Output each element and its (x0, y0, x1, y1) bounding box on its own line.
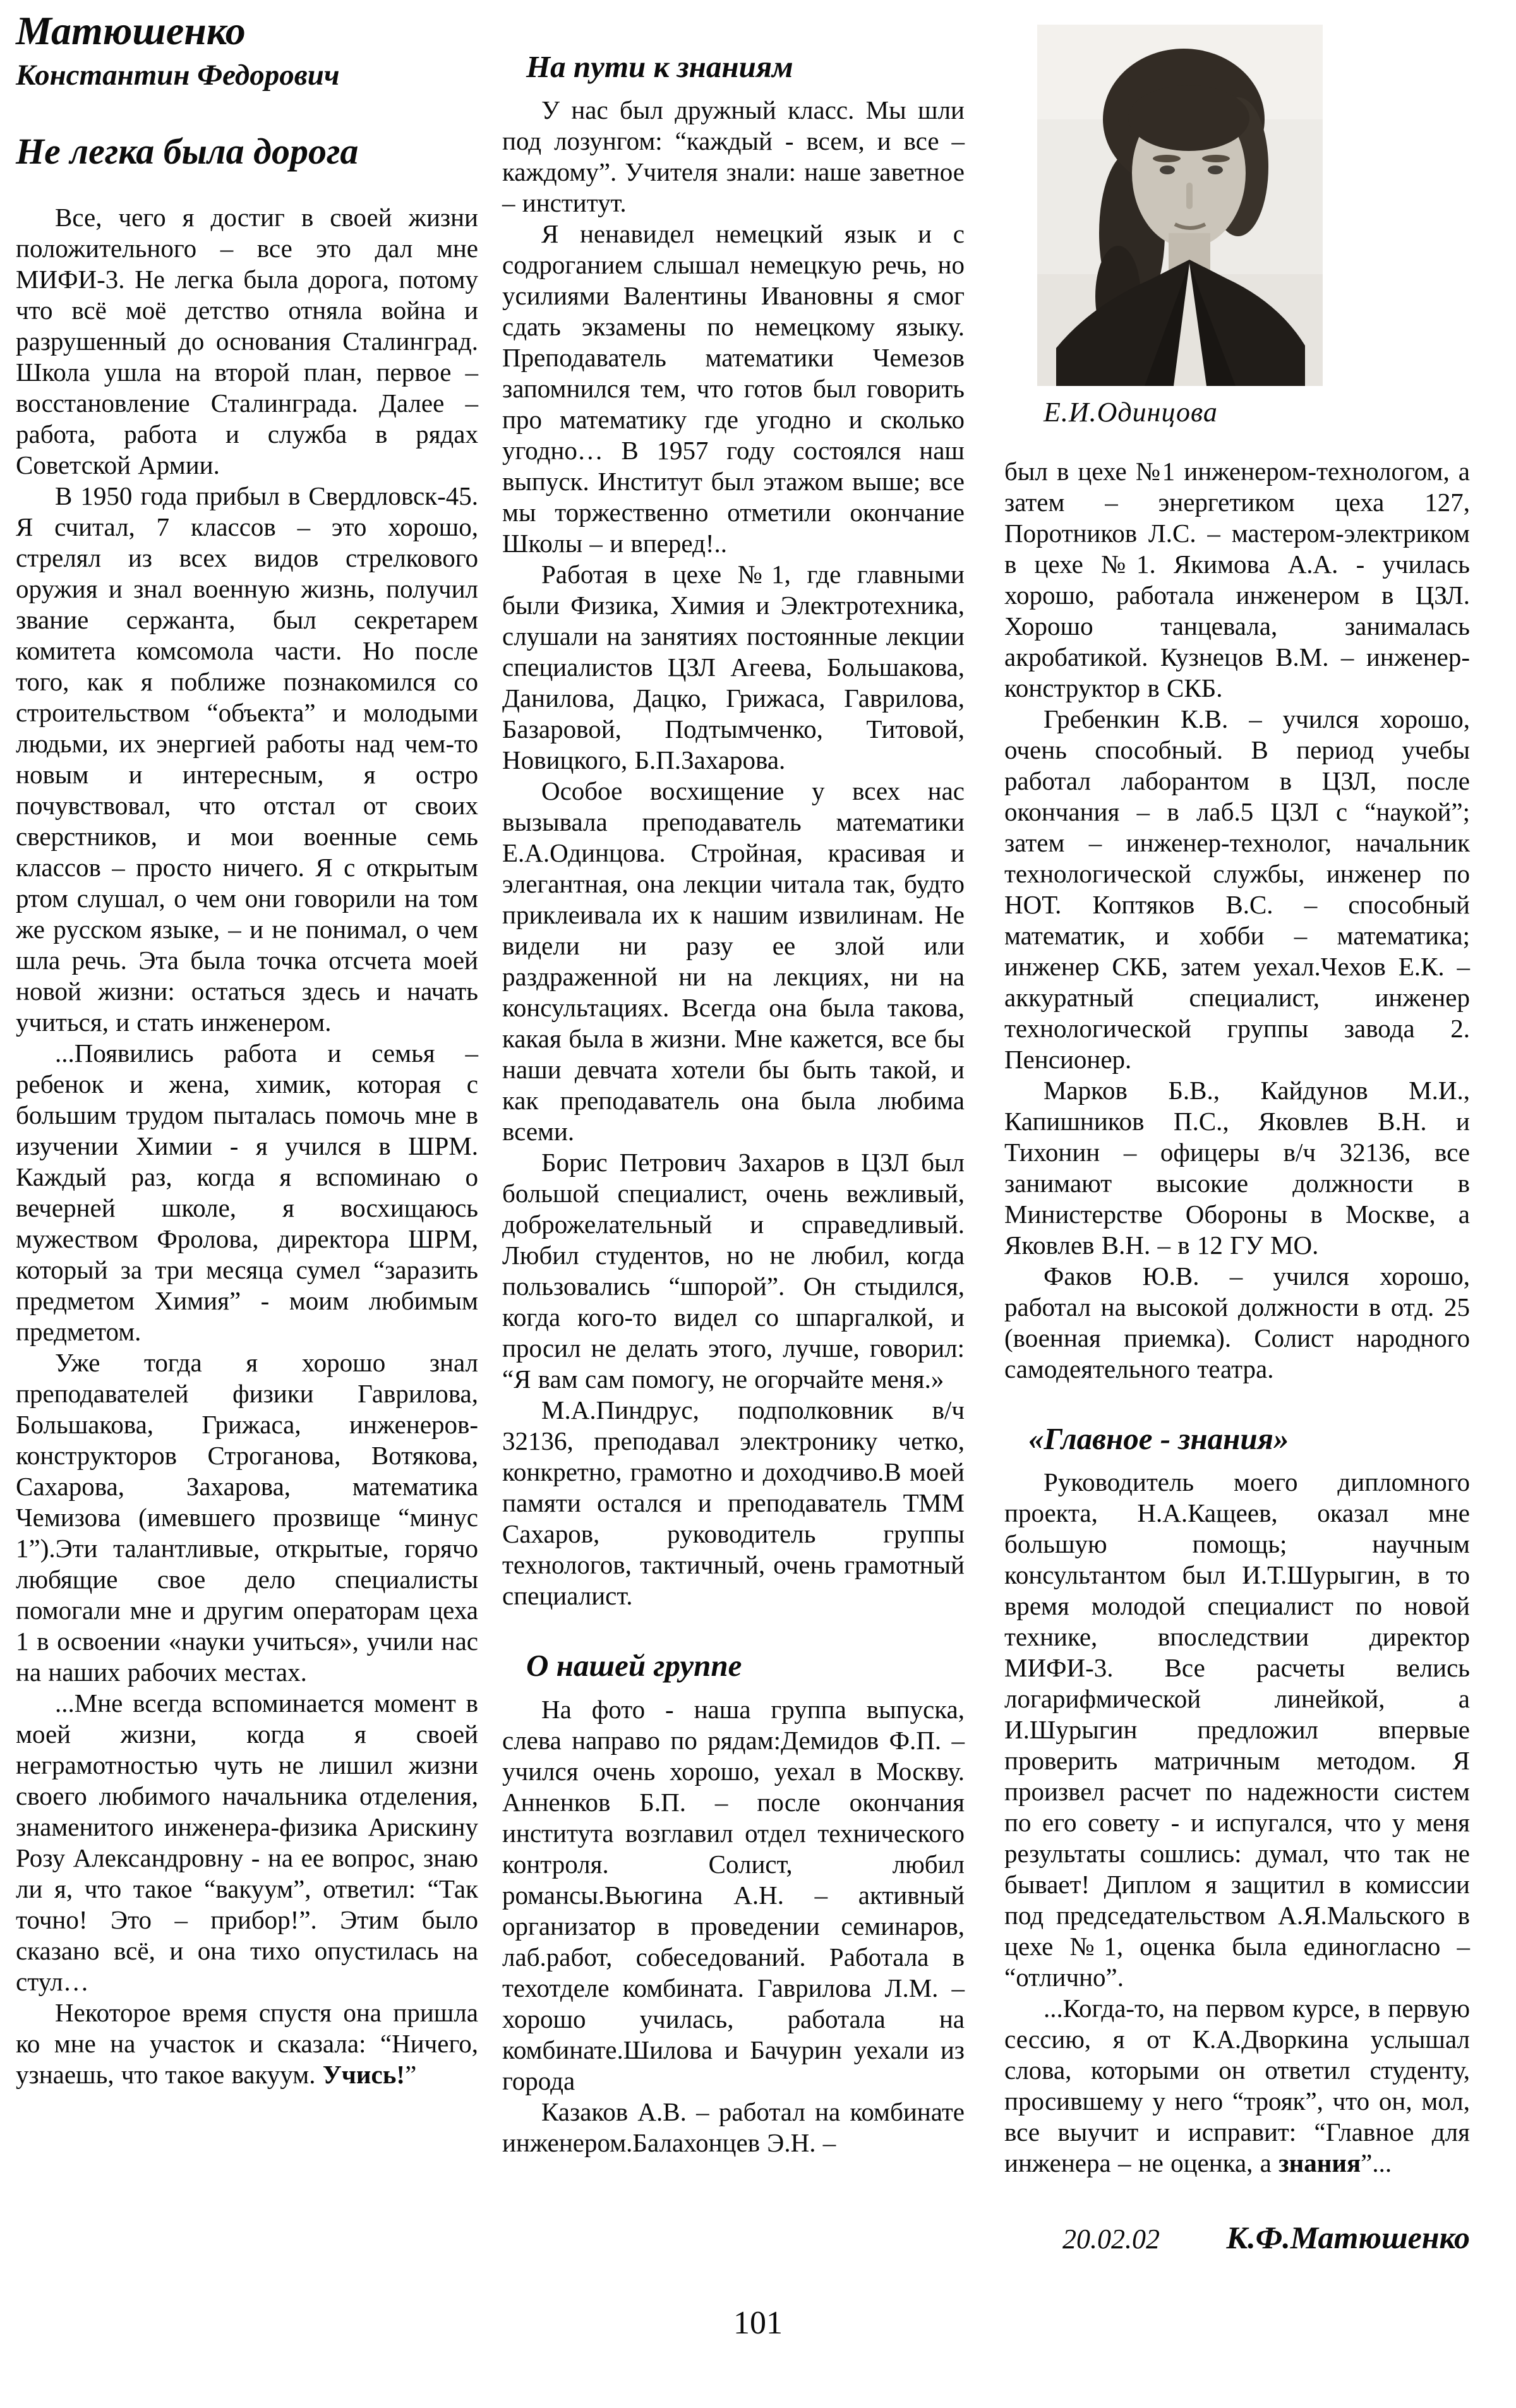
paragraph: Марков Б.В., Кайдунов М.И., Капишников П.С., Яковлев В.Н. и Тихонин – офицеры в/ч 32136, все занимают высокие должности в Министерстве Обороны в Москве, а Яковлев В.Н. – в 12 ГУ МО. (1004, 1076, 1470, 1260)
page-number: 101 (733, 2305, 783, 2341)
paragraph: Работая в цехе №1, где главными были Физика, Химия и Электротехника, слушали на занятиях постоянные лекции специалистов ЦЗЛ Агеева, Большакова, Данилова, Дацко, Грижаса, Гаврилова, Базаровой, Подтымченко, Титовой, Новицкого, Б.П.Захарова. (502, 560, 965, 775)
author-block (16, 9, 478, 92)
column-right (1004, 16, 1470, 2256)
section-heading: О нашей группе (526, 1648, 742, 1683)
article-title: Не легка была дорога (16, 131, 359, 172)
paragraph: Я ненавидел немецкий язык и с содроганием слышал немецкую речь, но усилиями Валентины Ивановны я смог сдать экзамены по немецкому языку. Преподаватель математики Чемезов запомнился тем, что готов был говорить про математику где угодно и сколько угодно… В 1957 году состоялся наш выпуск. Институт был этажом выше; все мы торжественно отметили окончание Школы – и вперед!.. (502, 219, 965, 558)
photo-figure (1037, 25, 1323, 428)
photo-caption: Е.И.Одинцова (1044, 397, 1218, 428)
section-heading: На пути к знаниям (526, 49, 793, 84)
right-column-text (1004, 456, 1470, 2179)
portrait-photo (1037, 25, 1323, 386)
date: 20.02.02 (1062, 2224, 1160, 2255)
author-name-patronymic: Константин Федорович (16, 59, 340, 92)
paragraph: ...Когда-то, на первом курсе, в первую сессию, я от К.А.Дворкина услышал слова, которыми он ответил студенту, просившему у него “трояк”, что он, мол, все выучит и исправит: “Главное для инженера – не оценка, а знания”... (1004, 1994, 1470, 2178)
paragraph: Руководитель моего дипломного проекта, Н.А.Кащеев, оказал мне большую помощь; научным консультантом был И.Т.Шурыгин, в то время молодой специалист по новой технике, впоследствии директор МИФИ-3. Все расчеты велись логарифмической линейкой, а И.Шурыгин предложил впервые проверить матричным методом. Я произвел расчет по надежности систем по его совету - и испугался, что у меня результаты сошлись: думал, что так не бывает! Диплом я защитил в комиссии под председательством А.Я.Мальского в цехе №1, оценка была единогласно – “отлично”. (1004, 1467, 1470, 1992)
paragraph: Казаков А.В. – работал на комбинате инженером.Балахонцев Э.Н. – (502, 2097, 965, 2157)
portrait-photo-image (1037, 25, 1323, 386)
middle-column-text (502, 49, 965, 2158)
paragraph: Борис Петрович Захаров в ЦЗЛ был большой специалист, очень вежливый, доброжелательный и справедливый. Любил студентов, но не любил, когда пользовались “шпорой”. Он стыдился, когда кого-то видел со шпаргалкой, и просил не делать этого, лучше, говорил: “Я вам сам помогу, не огорчайте меня.» (502, 1148, 965, 1394)
paragraph: Все, чего я достиг в своей жизни положительного – все это дал мне МИФИ-3. Не легка была дорога, потому что всё моё детство отняла война и разрушенный до основания Сталинград. Школа ушла на второй план, первое – восстановление Сталинграда. Далее – работа, работа и служба в рядах Советской Армии. (16, 202, 478, 479)
paragraph: был в цехе №1 инженером-технологом, а затем – энергетиком цеха 127, Поротников Л.С. – мастером-электриком в цехе №1. Якимова А.А. - училась хорошо, работала инженером в ЦЗЛ. Хорошо танцевала, занималась акробатикой. Кузнецов В.М. – инженер-конструктор в СКБ. (1004, 457, 1470, 702)
paragraph: ...Появились работа и семья – ребенок и жена, химик, которая с большим трудом пыталась помочь мне в изучении Химии - я учился в ШРМ. Каждый раз, когда я вспоминаю о вечерней школе, я восхищаюсь мужеством Фролова, директора ШРМ, который за три месяца сумел “заразить предметом Химия” - моим любимым предметом. (16, 1038, 478, 1346)
paragraph: В 1950 года прибыл в Свердловск-45. Я считал, 7 классов – это хорошо, стрелял из всех видов стрелкового оружия и знал военную жизнь, получил звание сержанта, был секретарем комитета комсомола части. Но после того, как я поближе познакомился со строительством “объекта” и молодыми людьми, их энергией работы над чем-то новым и интересным, я остро почувствовал, что отстал от своих сверстников, и мои военные семь классов – просто ничего. Я с открытым ртом слушал, о чем они говорили на том же русском языке, – и не понимал, о чем шла речь. Эта была точка отсчета моей новой жизни: остаться здесь и начать учиться, и стать инженером. (16, 481, 478, 1037)
paragraph: ...Мне всегда вспоминается момент в моей жизни, когда я своей неграмотностью чуть не лишил жизни своего любимого начальника отделения, знаменитого инженера-физика Арискину Розу Александровну - на ее вопрос, знаю ли я, что такое “вакуум”, ответил: “Так точно! Это – прибор!”. Этим было сказано всё, и она тихо опустилась на стул… (16, 1688, 478, 1996)
paragraph: Факов Ю.В. – учился хорошо, работал на высокой должности в отд. 25 (военная приемка). Солист народного самодеятельного театра. (1004, 1261, 1470, 1383)
paragraph: Некоторое время спустя она пришла ко мне на участок и сказала: “Ничего, узнаешь, что такое вакуум. Учись!” (16, 1997, 478, 2089)
paragraph: Уже тогда я хорошо знал преподавателей физики Гаврилова, Большакова, Грижаса, инженеров-конструкторов Строганова, Вотякова, Сахарова, Захарова, математика Чемизова (имевшего прозвище “минус 1”).Эти талантливые, открытые, горячо любящие свое дело специалисты помогали мне и другим операторам цеха 1 в освоении «науки учиться», учили нас на наших рабочих местах. (16, 1347, 478, 1687)
signature-row (1004, 2219, 1470, 2256)
column-left (16, 0, 478, 2090)
paragraph: У нас был дружный класс. Мы шли под лозунгом: “каждый - всем, и все – каждому”. Учителя знали: наше заветное – институт. (502, 95, 965, 218)
column-middle (502, 49, 965, 2158)
signature: К.Ф.Матюшенко (1226, 2220, 1470, 2256)
paragraph: На фото - наша группа выпуска, слева направо по рядам:Демидов Ф.П. – учился очень хорошо, уехал в Москву. Анненков Б.П. – после окончания института возглавил отдел технического контроля. Солист, любил романсы.Вьюгина А.Н. – активный организатор в проведении семинаров, лаб.работ, собеседований. Работала в техотделе комбината. Гаврилова Л.М. – хорошо училась, работала на комбинате.Шилова и Бачурин уехали из города (502, 1694, 965, 2095)
left-column-text (16, 202, 478, 2090)
paragraph: Особое восхищение у всех нас вызывала преподаватель математики Е.А.Одинцова. Стройная, красивая и элегантная, она лекции читала так, будто приклеивала их к нашим извилинам. Не видели ни разу ее злой или раздраженной ни на лекциях, ни на консультациях. Всегда она была такова, какая была в жизни. Мне кажется, все бы наши девчата хотели бы быть такой, и как преподаватель она была любима всеми. (502, 776, 965, 1147)
section-heading: «Главное - знания» (1028, 1421, 1289, 1456)
author-surname: Матюшенко (16, 8, 246, 53)
paragraph: М.А.Пиндрус, подполковник в/ч 32136, преподавал электронику четко, конкретно, грамотно и доходчиво.В моей памяти остался и преподаватель ТММ Сахаров, руководитель группы технологов, тактичный, очень грамотный специалист. (502, 1395, 965, 1611)
paragraph: Гребенкин К.В. – учился хорошо, очень способный. В период учебы работал лаборантом в ЦЗЛ, после окончания – в лаб.5 ЦЗЛ с “наукой”; затем – инженер-технолог, начальник технологической службы, инженер по НОТ. Коптяков В.С. – способный математик, и хобби – математика; инженер СКБ, затем уехал.Чехов Е.К. – аккуратный специалист, инженер технологической группы завода 2. Пенсионер. (1004, 704, 1470, 1074)
